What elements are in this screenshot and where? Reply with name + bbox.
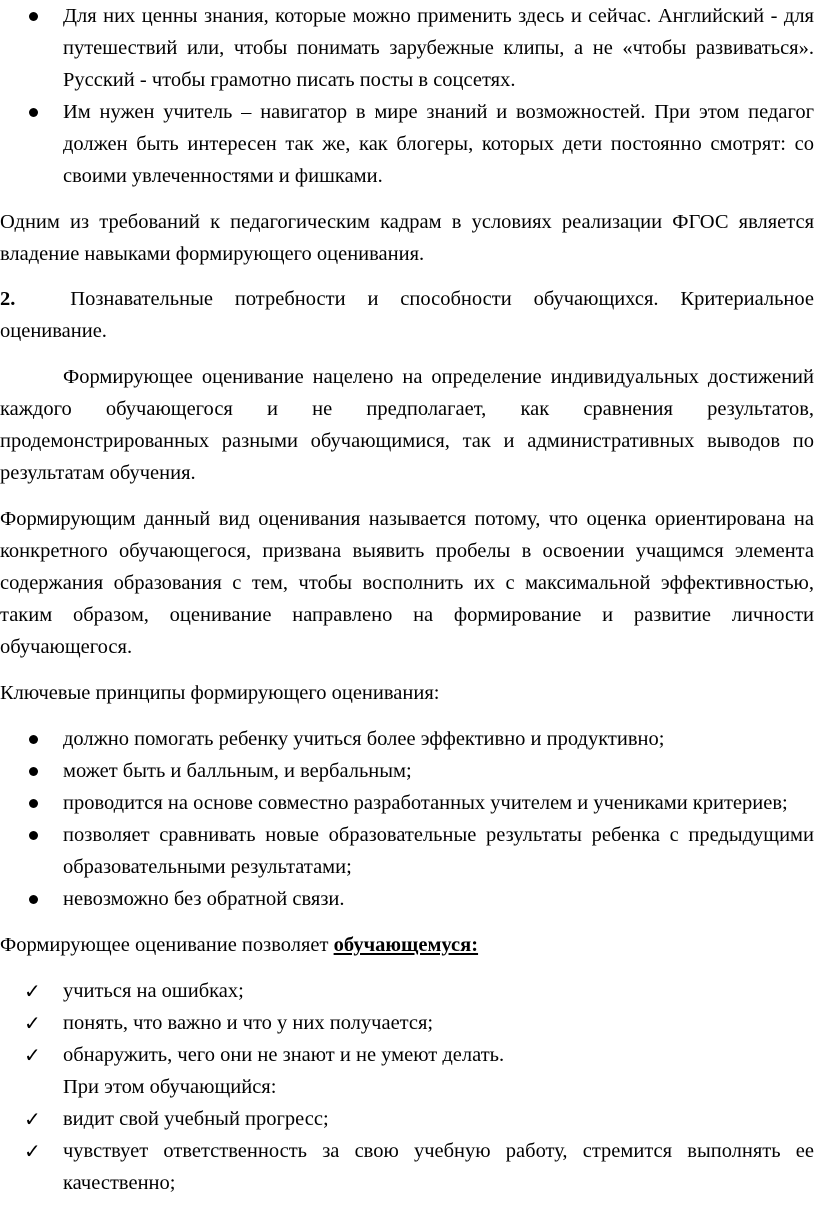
top-bullet-list [0, 0, 816, 192]
bullet-dot-icon [29, 895, 38, 904]
checks-list-a [0, 975, 816, 1071]
checkmark-icon: ✓ [24, 979, 41, 1003]
bullet-dot-icon [29, 799, 38, 808]
list-item-text: Для них ценны знания, которые можно применить здесь и сейчас. Английский - для путешествий или, чтобы понимать зарубежные клипы, а не «чтобы развиваться». Русский - чтобы грамотно писать посты в соцсетях. [63, 5, 814, 91]
list-item-text: проводится на основе совместно разработанных учителем и учениками критериев; [63, 792, 788, 814]
bullet-dot-icon [29, 767, 38, 776]
bullet-dot-icon [29, 108, 38, 117]
list-item-text: невозможно без обратной связи. [63, 888, 345, 910]
list-item-text: учиться на ошибках; [63, 980, 244, 1002]
list-item [0, 723, 816, 755]
list-item [0, 883, 816, 915]
list-item [0, 1007, 816, 1039]
principles-list [0, 723, 816, 915]
list-item [0, 819, 816, 883]
list-item [0, 0, 816, 96]
list-item [0, 755, 816, 787]
list-item [0, 1039, 816, 1071]
paragraph-formative-why: Формирующим данный вид оценивания называется потому, что оценка ориентирована на конкретного обучающегося, призвана выявить пробелы в освоении учащимся элемента содержания образования с тем, чтобы восполнить их с максимальной эффективностью, таким образом, оценивание направлено на формирование и развитие личности обучающегося. [0, 508, 814, 658]
principles-heading: Ключевые принципы формирующего оценивания: [0, 682, 440, 704]
list-item [0, 1103, 816, 1135]
list-item-text: обнаружить, чего они не знают и не умеют делать. [63, 1044, 505, 1066]
bullet-dot-icon [29, 12, 38, 21]
section-number: 2. [0, 288, 16, 310]
allows-lead: Формирующее оценивание позволяет [0, 934, 334, 956]
checkmark-icon: ✓ [24, 1139, 41, 1163]
checks-list-b [0, 1103, 816, 1199]
list-item [0, 96, 816, 192]
list-item-text: Им нужен учитель – навигатор в мире знаний и возможностей. При этом педагог должен быть интересен так же, как блогеры, которых дети постоянно смотрят: со своими увлеченностями и фишками. [63, 101, 814, 187]
list-item-text: понять, что важно и что у них получается; [63, 1012, 434, 1034]
list-item-text: должно помогать ребенку учиться более эффективно и продуктивно; [63, 728, 665, 750]
list-item-text: может быть и балльным, и вербальным; [63, 760, 412, 782]
bullet-dot-icon [29, 735, 38, 744]
list-item-text: чувствует ответственность за свою учебную работу, стремится выполнять ее качественно; [63, 1140, 814, 1194]
section-title: Познавательные потребности и способности обучающихся. Критериальное оценивание. [0, 288, 815, 342]
list-item-text: видит свой учебный прогресс; [63, 1108, 329, 1130]
section-heading [0, 283, 816, 347]
list-item-text: позволяет сравнивать новые образовательные результаты ребенка с предыдущими образовательными результатами; [63, 824, 814, 878]
paragraph-requirement: Одним из требований к педагогическим кадрам в условиях реализации ФГОС является владение навыками формирующего оценивания. [0, 211, 814, 265]
list-item [0, 1135, 816, 1199]
allows-heading [0, 929, 816, 961]
paragraph-formative-definition: Формирующее оценивание нацелено на определение индивидуальных достижений каждого обучающегося и не предполагает, как сравнения результатов, продемонстрированных разными обучающимися, так и административных выводов по результатам обучения. [0, 366, 814, 484]
list-item [0, 787, 816, 819]
checkmark-icon: ✓ [24, 1043, 41, 1067]
bullet-dot-icon [29, 831, 38, 840]
checkmark-icon: ✓ [24, 1107, 41, 1131]
checkmark-icon: ✓ [24, 1011, 41, 1035]
allows-emphasis: обучающемуся: [333, 934, 479, 956]
learner-note: При этом обучающийся: [63, 1076, 277, 1098]
list-item [0, 975, 816, 1007]
